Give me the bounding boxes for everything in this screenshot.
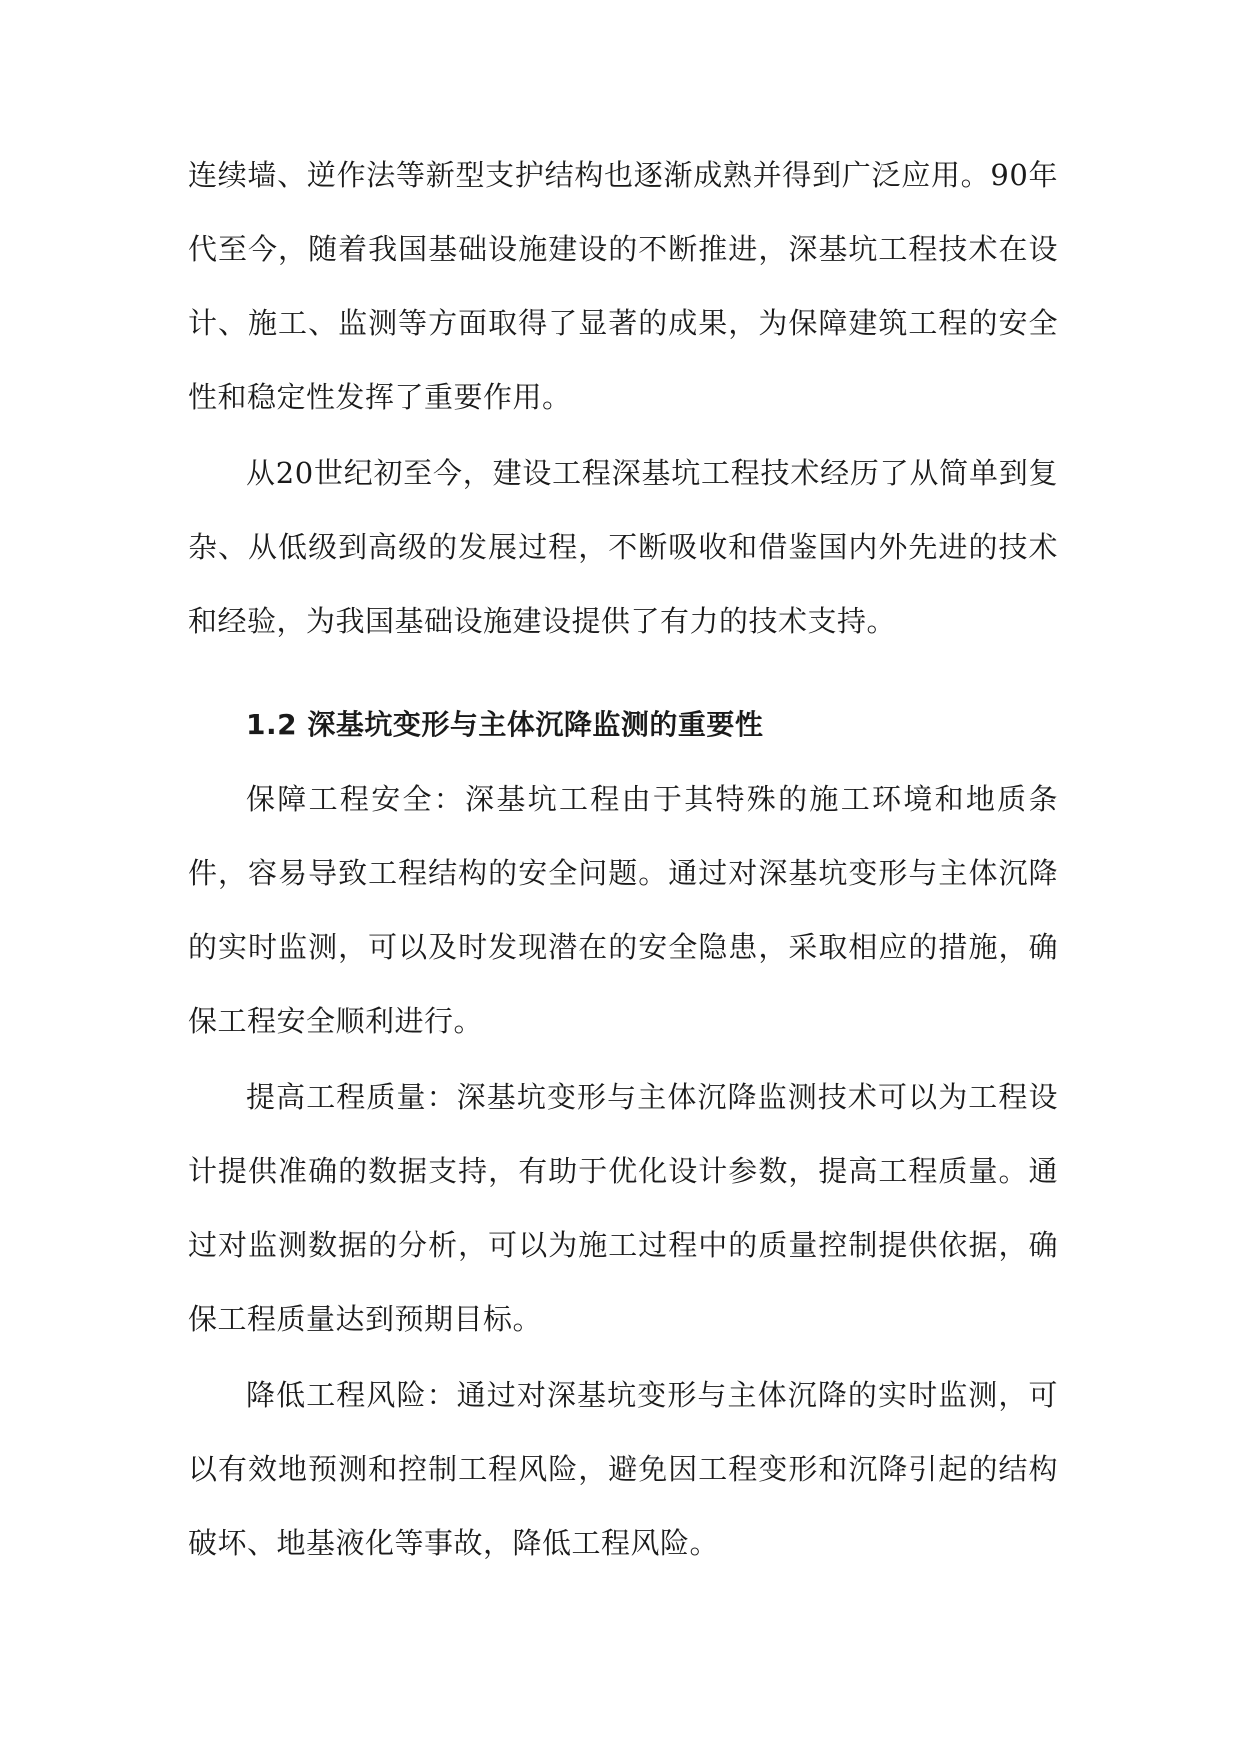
paragraph-quality: 提高工程质量：深基坑变形与主体沉降监测技术可以为工程设计提供准确的数据支持，有助于优化设计参数，提高工程质量。通过对监测数据的分析，可以为施工过程中的质量控制提供依据，确保工程质量达到预期目标。 — [188, 1080, 1058, 1336]
section-heading: 1.2 深基坑变形与主体沉降监测的重要性 — [246, 708, 764, 741]
paragraph-safety: 保障工程安全：深基坑工程由于其特殊的施工环境和地质条件，容易导致工程结构的安全问题。通过对深基坑变形与主体沉降的实时监测，可以及时发现潜在的安全隐患，采取相应的措施，确保工程安全顺利进行。 — [188, 782, 1058, 1038]
paragraph-continued: 连续墙、逆作法等新型支护结构也逐渐成熟并得到广泛应用。90年代至今，随着我国基础设施建设的不断推进，深基坑工程技术在设计、施工、监测等方面取得了显著的成果，为保障建筑工程的安全性和稳定性发挥了重要作用。 — [188, 158, 1058, 414]
document-body — [188, 138, 1058, 1580]
paragraph-history-summary: 从20世纪初至今，建设工程深基坑工程技术经历了从简单到复杂、从低级到高级的发展过程，不断吸收和借鉴国内外先进的技术和经验，为我国基础设施建设提供了有力的技术支持。 — [188, 456, 1058, 638]
paragraph-risk: 降低工程风险：通过对深基坑变形与主体沉降的实时监测，可以有效地预测和控制工程风险，避免因工程变形和沉降引起的结构破坏、地基液化等事故，降低工程风险。 — [188, 1378, 1058, 1560]
